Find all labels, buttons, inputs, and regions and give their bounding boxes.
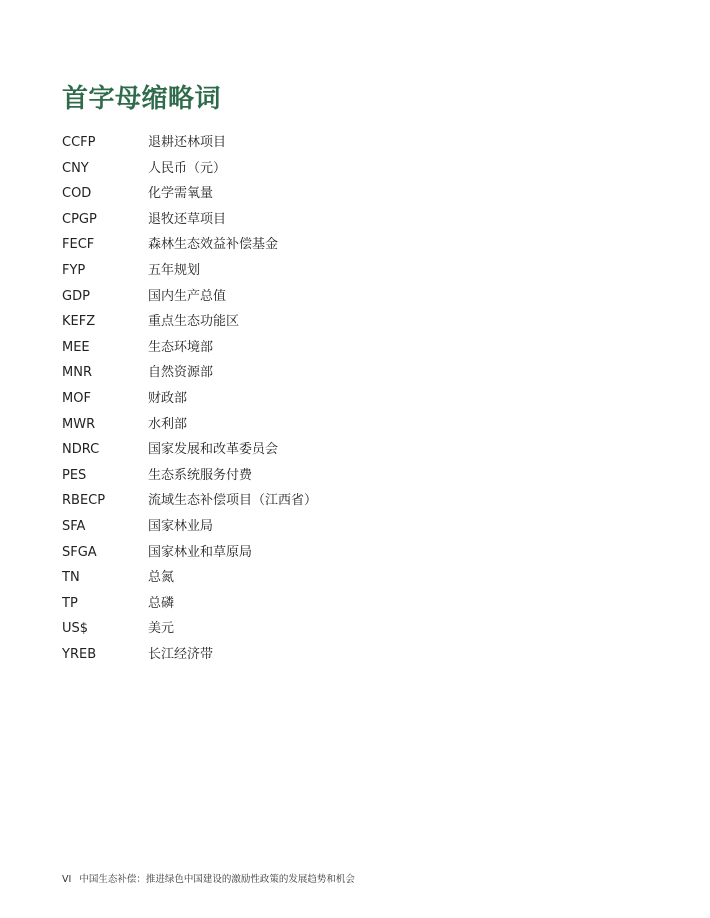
abbreviation-description: 长江经济带 — [148, 646, 214, 662]
list-item — [62, 232, 622, 258]
abbreviation-code: MWR — [62, 416, 96, 432]
list-item — [62, 258, 622, 284]
page-title: 首字母缩略词 — [62, 84, 222, 114]
abbreviation-description: 国家发展和改革委员会 — [148, 442, 279, 458]
abbreviation-code: NDRC — [62, 442, 100, 458]
abbreviation-description: 退牧还草项目 — [148, 211, 227, 227]
abbreviation-description: 森林生态效益补偿基金 — [148, 237, 279, 253]
abbreviation-code: MNR — [62, 365, 92, 381]
abbreviation-code: CCFP — [62, 135, 96, 150]
abbreviation-code: TN — [62, 570, 80, 586]
abbreviation-code: MEE — [62, 339, 90, 355]
list-item — [62, 565, 622, 591]
abbreviation-description: 化学需氧量 — [148, 186, 214, 202]
abbreviation-description: 财政部 — [148, 390, 188, 406]
footer-text: 中国生态补偿：推进绿色中国建设的激励性政策的发展趋势和机会 — [79, 874, 355, 885]
list-item — [62, 207, 622, 233]
list-item — [62, 335, 622, 361]
page-number: VI — [62, 874, 72, 885]
abbreviation-description: 五年规划 — [148, 262, 201, 278]
list-item — [62, 309, 622, 335]
abbreviation-description: 总氮 — [148, 570, 175, 586]
abbreviation-code: RBECP — [62, 493, 106, 509]
abbreviation-code: TP — [62, 595, 78, 611]
abbreviation-description: 生态环境部 — [148, 339, 214, 355]
list-item — [62, 284, 622, 310]
abbreviation-description: 国家林业和草原局 — [148, 544, 253, 560]
abbreviation-code: US$ — [62, 621, 89, 637]
abbreviation-code: YREB — [62, 646, 97, 662]
list-item — [62, 437, 622, 463]
list-item — [62, 488, 622, 514]
abbreviation-code: CNY — [62, 160, 89, 176]
abbreviation-code: GDP — [62, 288, 90, 304]
list-item — [62, 181, 622, 207]
page-footer — [62, 873, 355, 887]
abbreviation-description: 退耕还林项目 — [148, 135, 227, 150]
list-item — [62, 642, 622, 668]
abbreviation-code: CPGP — [62, 211, 97, 227]
abbreviation-list — [62, 130, 622, 667]
list-item — [62, 130, 622, 156]
list-item — [62, 616, 622, 642]
abbreviation-description: 国内生产总值 — [148, 288, 227, 304]
list-item — [62, 463, 622, 489]
abbreviation-code: SFA — [62, 518, 86, 534]
list-item — [62, 360, 622, 386]
list-item — [62, 514, 622, 540]
list-item — [62, 386, 622, 412]
abbreviation-description: 自然资源部 — [148, 365, 214, 381]
abbreviation-description: 水利部 — [148, 416, 188, 432]
list-item — [62, 412, 622, 438]
abbreviation-code: MOF — [62, 390, 91, 406]
abbreviation-code: PES — [62, 467, 87, 483]
abbreviation-code: SFGA — [62, 544, 97, 560]
abbreviation-description: 生态系统服务付费 — [148, 467, 253, 483]
abbreviation-code: FECF — [62, 237, 95, 253]
abbreviation-code: COD — [62, 186, 92, 202]
list-item — [62, 156, 622, 182]
abbreviation-description: 国家林业局 — [148, 518, 214, 534]
abbreviation-description: 流域生态补偿项目（江西省） — [148, 493, 318, 509]
abbreviation-description: 重点生态功能区 — [148, 314, 240, 330]
list-item — [62, 540, 622, 566]
abbreviation-code: KEFZ — [62, 314, 96, 330]
abbreviation-code: FYP — [62, 262, 86, 278]
abbreviation-description: 美元 — [148, 621, 175, 637]
abbreviation-description: 总磷 — [148, 595, 175, 611]
abbreviation-description: 人民币（元） — [148, 160, 227, 176]
list-item — [62, 591, 622, 617]
